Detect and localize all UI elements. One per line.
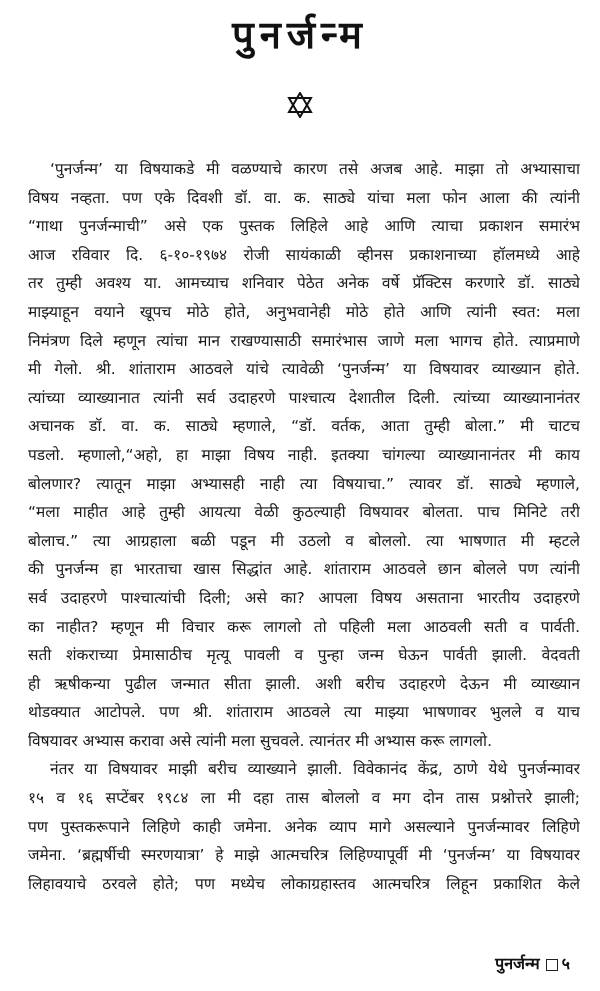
- text-line: १५ व १६ सप्टेंबर १९८४ ला मी दहा तास बोललो व मग दोन तास प्रश्नोत्तरे झाली;: [28, 789, 580, 808]
- running-title: पुनर्जन्म: [495, 954, 540, 973]
- text-line: सती शंकराच्या प्रेमासाठीच मृत्यू पावली व पुन्हा जन्म घेऊन पार्वती झाली. वेदवती: [28, 646, 580, 665]
- text-line: का नाहीत? म्हणून मी विचार करू लागलो तो पहिली मला आठवली सती व पार्वती.: [28, 617, 580, 636]
- chapter-title: पुनर्जन्म: [232, 13, 368, 57]
- text-line: ही ऋषीकन्या पुढील जन्मात सीता झाली. अशी बरीच उदाहरणे देऊन मी व्याख्यान: [28, 674, 580, 693]
- text-line: बोलणार? त्यातून माझा अभ्यासही नाही त्या विषयाचा.” त्यावर डॉ. साठ्ये म्हणाले,: [28, 474, 580, 493]
- text-line: “गाथा पुनर्जन्माची” असे एक पुस्तक लिहिले आहे आणि त्याचा प्रकाशन समारंभ: [28, 217, 580, 236]
- text-line: आज रविवार दि. ६-१०-१९७४ रोजी सायंकाळी व्हीनस प्रकाशनाच्या हॉलमध्ये आहे: [28, 245, 580, 264]
- text-line: त्यांच्या व्याख्यानात त्यांनी सर्व उदाहरणे पाश्चात्य देशातील दिली. त्यांच्या व्याख्यानानंतर: [28, 388, 580, 407]
- text-line: नंतर या विषयावर माझी बरीच व्याख्याने झाली. विवेकानंद केंद्र, ठाणे येथे पुनर्जन्मावर: [50, 760, 580, 779]
- page-number: ५: [561, 954, 570, 973]
- text-line: विषयावर अभ्यास करावा असे त्यांनी मला सुचवले. त्यानंतर मी अभ्यास करू लागलो.: [28, 731, 492, 750]
- text-line: तर तुम्ही अवश्य या. आमच्याच शनिवार पेठेत अनेक वर्षे प्रॅक्टिस करणारे डॉ. साठ्ये: [28, 274, 580, 293]
- text-line: “मला माहीत आहे तुम्ही आयत्या वेळी कुठल्याही विषयावर बोलता. पाच मिनिटे तरी: [28, 503, 580, 522]
- text-line: मी गेलो. श्री. शांताराम आठवले यांचे त्यावेळी ‘पुनर्जन्म’ या विषयावर व्याख्यान होते.: [28, 360, 580, 379]
- text-line: सर्व उदाहरणे पाश्चात्यांची दिली; असे का? आपला विषय असताना भारतीय उदाहरणे: [28, 588, 580, 607]
- text-line: ‘पुनर्जन्म’ या विषयाकडे मी वळण्याचे कारण तसे अजब आहे. माझा तो अभ्यासाचा: [50, 160, 580, 178]
- text-line: बोलाच.” त्या आग्रहाला बळी पडून मी उठलो व बोललो. त्या भाषणात मी म्हटले: [28, 531, 580, 550]
- text-line: निमंत्रण दिले म्हणून त्यांचा मान राखण्यासाठी समारंभास जाणे मला भागच होते. त्याप्रमाणे: [28, 331, 580, 350]
- text-line: लिहावयाचे ठरवले होते; पण मध्येच लोकाग्रहास्तव आत्मचरित्र लिहून प्रकाशित केले: [28, 874, 580, 893]
- box-separator-icon: [546, 959, 558, 971]
- star-of-david-icon: [287, 92, 313, 118]
- body-text: [28, 155, 580, 898]
- text-line: थोडक्यात आटोपले. पण श्री. शांताराम आठवले त्या माझ्या भाषणावर भुलले व याच: [28, 703, 580, 722]
- page-footer: [495, 952, 570, 974]
- text-line: जमेना. ‘ब्रह्मर्षीची स्मरणयात्रा’ हे माझे आत्मचरित्र लिहिण्यापूर्वी मी ‘पुनर्जन्म’ या विषयावर: [28, 846, 580, 865]
- text-line: की पुनर्जन्म हा भारताचा खास सिद्धांत आहे. शांताराम आठवले छान बोलले पण त्यांनी: [28, 560, 580, 579]
- text-line: पडलो. म्हणालो,“अहो, हा माझा विषय नाही. इतक्या चांगल्या व्याख्यानानंतर मी काय: [28, 445, 580, 464]
- text-line: विषय नव्हता. पण एके दिवशी डॉ. वा. क. साठ्ये यांचा मला फोन आला की त्यांनी: [28, 188, 580, 207]
- text-line: अचानक डॉ. वा. क. साठ्ये म्हणाले, “डॉ. वर्तक, आता तुम्ही बोला.” मी चाटच: [28, 417, 580, 436]
- text-line: पण पुस्तकरूपाने लिहिणे काही जमेना. अनेक व्याप मागे असल्याने पुनर्जन्मावर लिहिणे: [28, 817, 580, 836]
- text-line: माझ्याहून वयाने खूपच मोठे होते, अनुभवानेही मोठे होते आणि त्यांनी स्वत: मला: [28, 302, 580, 321]
